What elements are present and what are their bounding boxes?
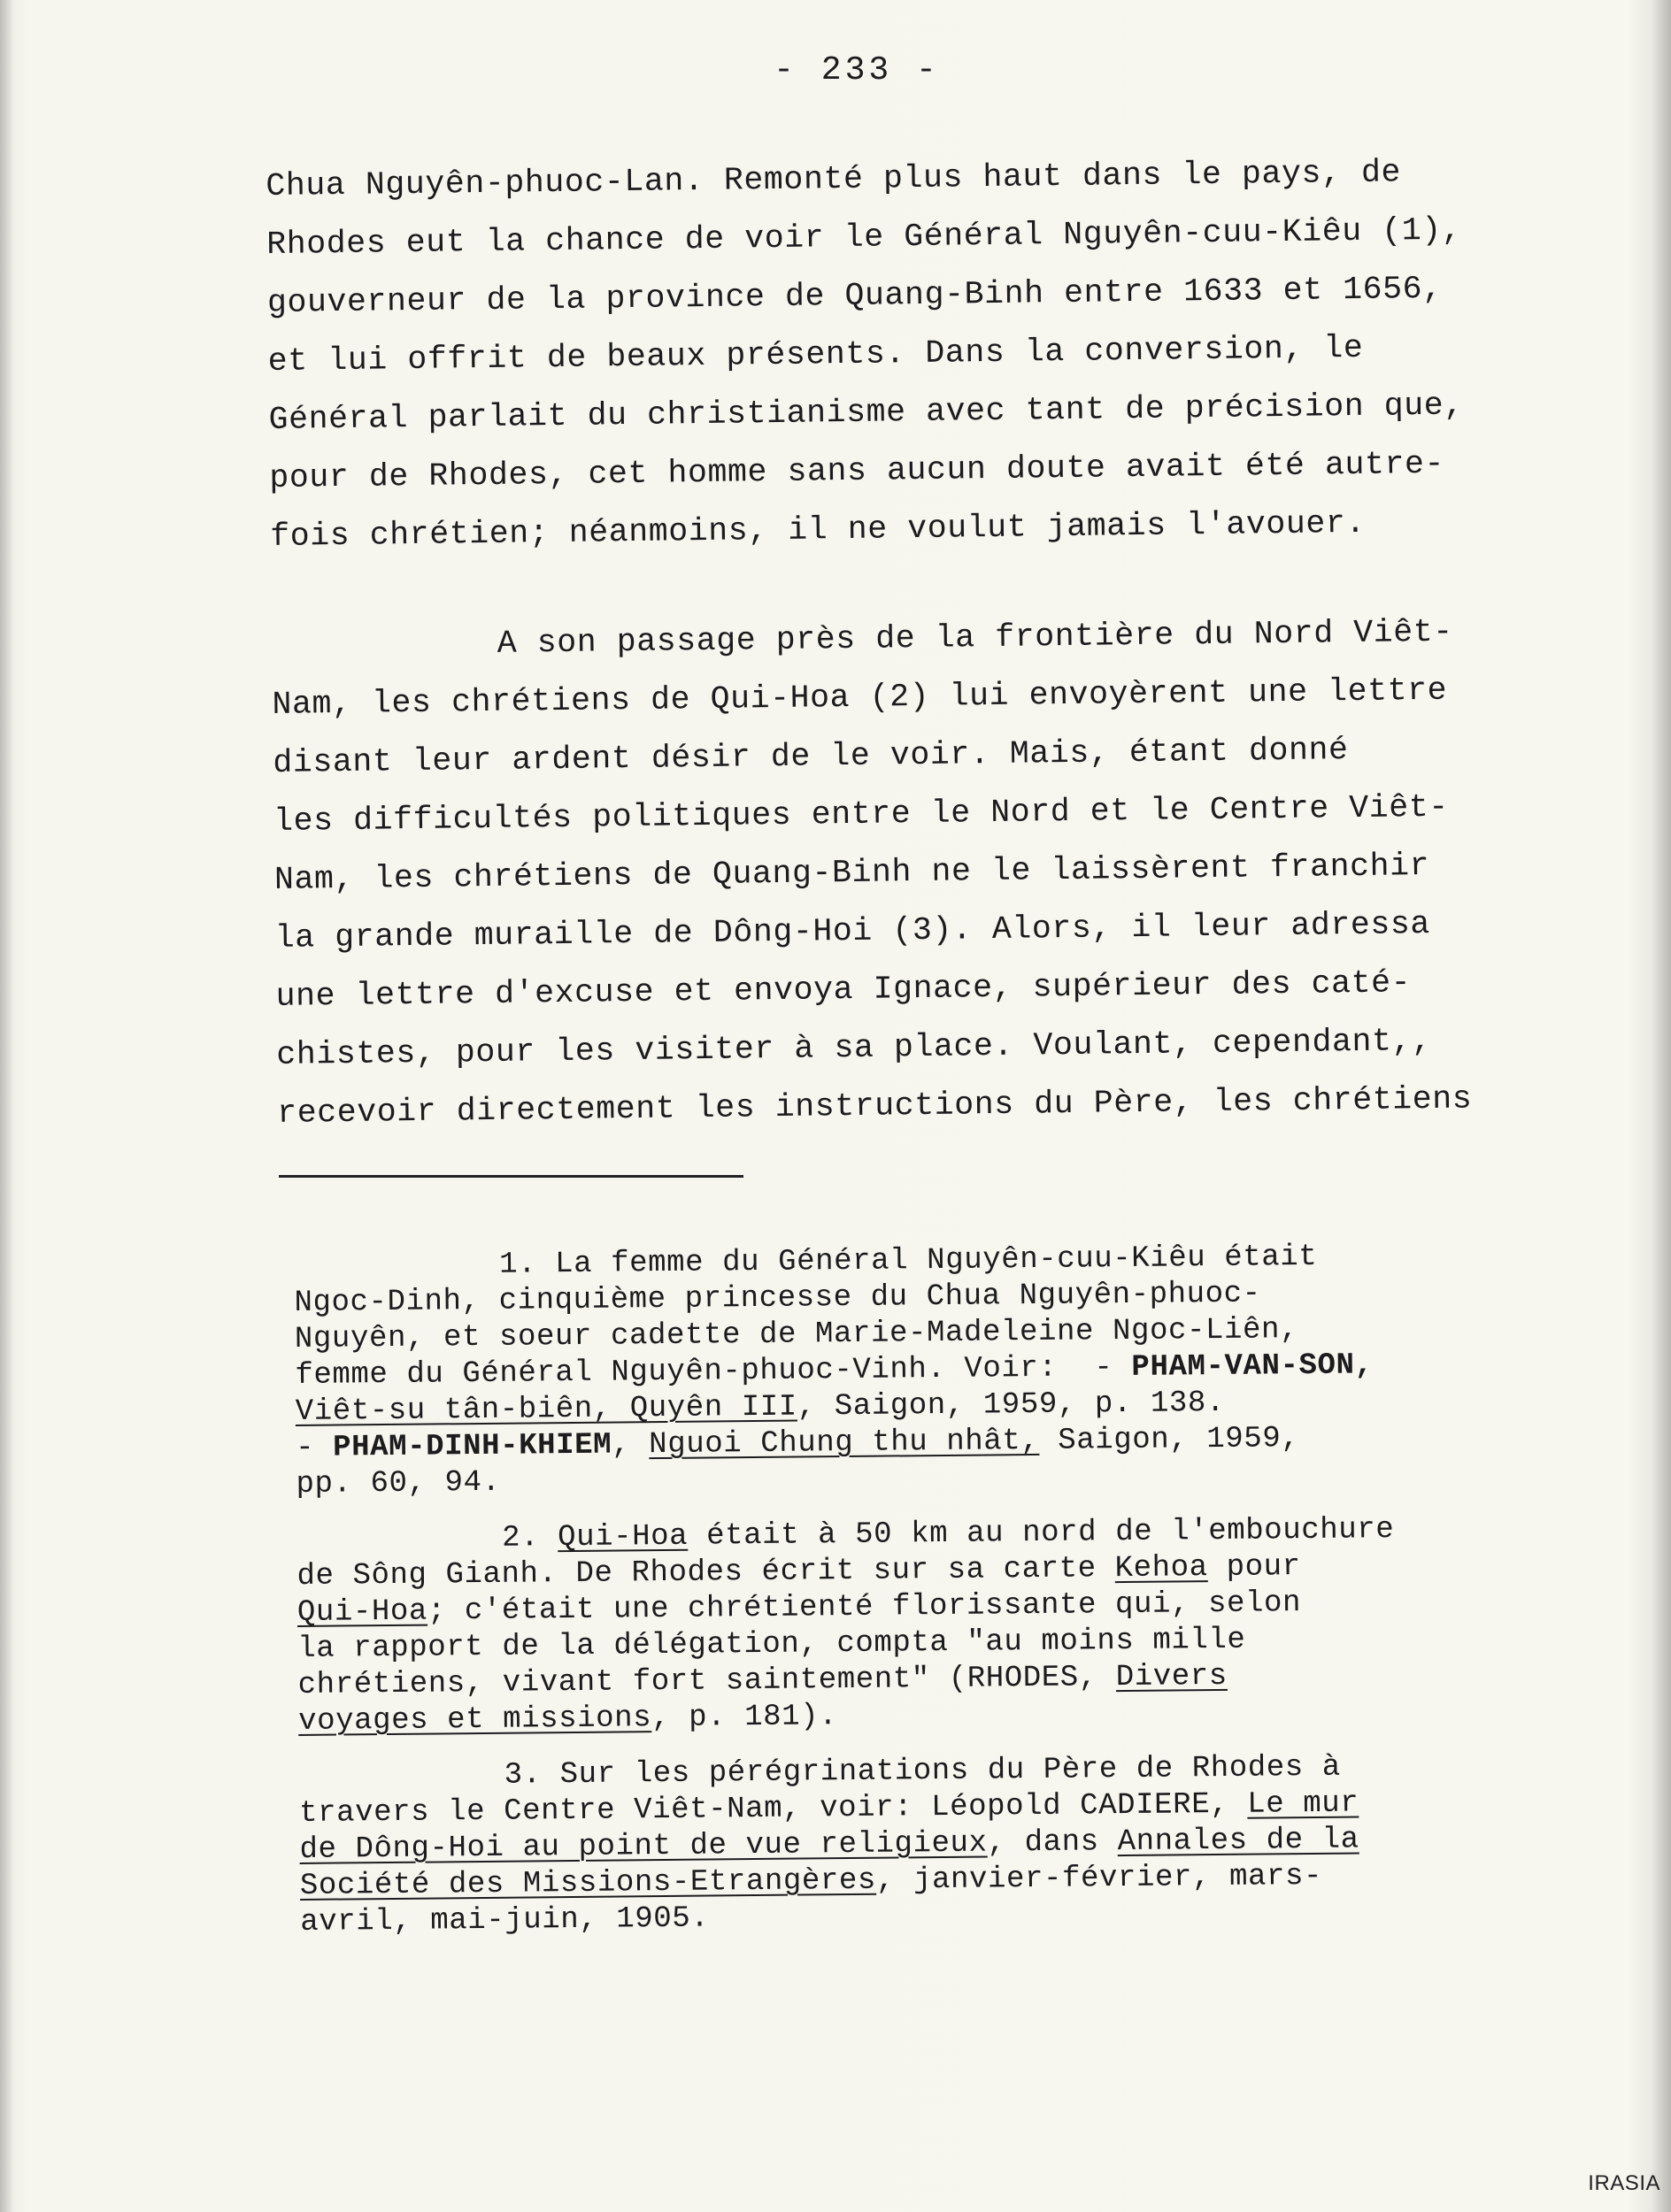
page-left-edge-shadow: [0, 0, 12, 2212]
footnote-text: , dans: [987, 1825, 1118, 1861]
footnote-line: Nguyên, et soeur cadette de Marie-Madeleine Ngoc-Liên,: [294, 1313, 1299, 1356]
place-name: Qui-Hoa: [557, 1519, 689, 1555]
body-line: Rhodes eut la chance de voir le Général Nguyên-cuu-Kiêu (1),: [266, 211, 1462, 263]
book-title: Nguoi Chung thu nhât,: [649, 1424, 1040, 1463]
body-line: chistes, pour les visiter à sa place. Voulant, cependant,,: [276, 1022, 1432, 1073]
footnote-text: ,: [612, 1428, 650, 1463]
footnote-text: travers le Centre Viêt-Nam, voir: Léopold CADIERE,: [298, 1787, 1248, 1831]
footnote-text: pour: [1207, 1550, 1301, 1586]
page-number: - 233 -: [774, 51, 940, 89]
body-line: pour de Rhodes, cet homme sans aucun doute avait été autre-: [269, 445, 1445, 496]
book-title: voyages et missions: [297, 1701, 652, 1739]
author-name: PHAM-VAN-SON,: [1131, 1348, 1374, 1385]
footnote-line: 3. Sur les pérégrinations du Père de Rhodes à: [504, 1750, 1342, 1793]
footnote-1: [294, 1237, 1571, 1503]
watermark: IRASIA: [1588, 2171, 1660, 2195]
page-right-edge: [1652, 0, 1671, 2212]
book-title: de Dông-Hoi au point de vue religieux: [299, 1826, 988, 1867]
book-title: Société des Missions-Etrangères: [299, 1863, 877, 1903]
footnote-separator-rule: [279, 1175, 743, 1178]
footnote-text: , janvier-février, mars-: [875, 1859, 1323, 1898]
footnote-text: de Sông Gianh. De Rhodes écrit sur sa carte: [296, 1552, 1115, 1594]
body-line: Général parlait du christianisme avec tant de précision que,: [268, 387, 1464, 438]
body-line: A son passage près de la frontière du Nord Viêt-: [497, 613, 1454, 662]
body-line: Nam, les chrétiens de Quang-Binh ne le laissèrent franchir: [273, 847, 1430, 898]
body-line: gouverneur de la province de Quang-Binh entre 1633 et 1656,: [266, 270, 1443, 321]
author-name: PHAM-DINH-KHIEM: [332, 1428, 612, 1465]
footnote-line: la rapport de la délégation, compta "au moins mille: [297, 1623, 1246, 1666]
body-line: la grande muraille de Dông-Hoi (3). Alors, il leur adressa: [274, 905, 1431, 956]
footnote-text: était à 50 km au nord de l'embouchure: [688, 1513, 1395, 1554]
footnotes: [294, 1237, 1575, 1961]
body-line: fois chrétien; néanmoins, il ne voulut jamais l'avouer.: [269, 504, 1367, 555]
book-title: Viêt-su tân-biên, Quyên III: [295, 1390, 798, 1429]
body-line: une lettre d'excuse et envoya Ignace, supérieur des caté-: [275, 964, 1412, 1015]
place-name: Qui-Hoa: [296, 1594, 428, 1630]
body-line: et lui offrit de beaux présents. Dans la conversion, le: [267, 329, 1364, 380]
body-line: Chua Nguyên-phuoc-Lan. Remonté plus haut dans le pays, de: [266, 154, 1402, 204]
footnote-text: Saigon, 1959,: [1039, 1422, 1300, 1458]
body-line: recevoir directement les instructions du Père, les chrétiens: [276, 1080, 1473, 1132]
place-name: Kehoa: [1114, 1551, 1208, 1586]
footnote-3: [299, 1747, 1575, 1941]
body-line: les difficultés politiques entre le Nord et le Centre Viêt-: [273, 788, 1450, 840]
book-title: Le mur: [1247, 1786, 1359, 1822]
footnote-text: -: [295, 1431, 334, 1465]
footnote-line: 1. La femme du Général Nguyên-cuu-Kiêu était: [498, 1240, 1318, 1282]
footnote-text: , Saigon, 1959, p. 138.: [797, 1386, 1226, 1425]
footnote-line: Ngoc-Dinh, cinquième princesse du Chua Nguyên-phuoc-: [294, 1277, 1261, 1320]
book-title: Divers: [1115, 1659, 1228, 1695]
footnote-text: ; c'était une chrétienté florissante qui, selon: [427, 1586, 1302, 1629]
footnote-text: chrétiens, vivant fort saintement" (RHODES,: [297, 1661, 1117, 1702]
footnote-text: femme du Général Nguyên-phuoc-Vinh. Voir: -: [295, 1350, 1132, 1393]
footnote-text: , p. 181).: [651, 1700, 838, 1736]
body-line: disant leur ardent désir de le voir. Mais, étant donné: [273, 732, 1349, 781]
book-title: Annales de la: [1117, 1823, 1359, 1860]
body-line: Nam, les chrétiens de Qui-Hoa (2) lui envoyèrent une lettre: [272, 672, 1448, 723]
footnote-text: 2.: [501, 1521, 558, 1555]
footnote-2: [296, 1510, 1573, 1740]
footnote-line: pp. 60, 94.: [296, 1465, 501, 1502]
footnote-line: avril, mai-juin, 1905.: [300, 1901, 710, 1939]
body-text: [266, 141, 1622, 1142]
